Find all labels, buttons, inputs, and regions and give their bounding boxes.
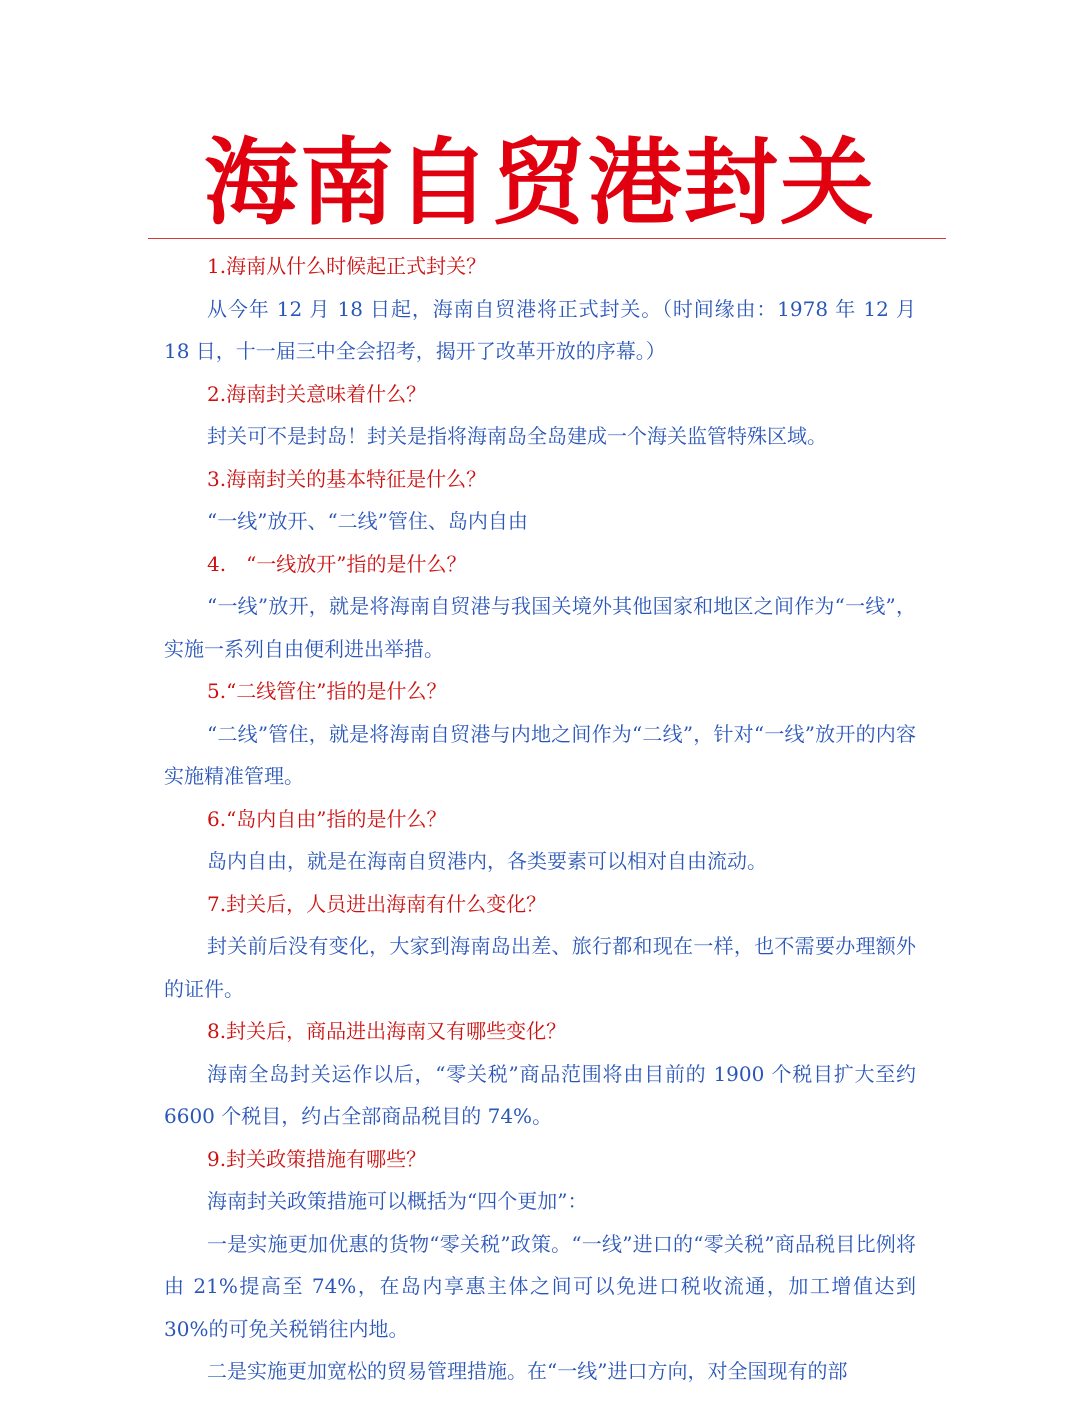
question-1: 1.海南从什么时候起正式封关？ [207,254,487,278]
qa-section-7 [164,883,916,1011]
qa-content [164,245,916,1393]
answer-4: “一线”放开，就是将海南自贸港与我国关境外其他国家和地区之间作为“一线”，实施一系列自由便利进出举措。 [164,594,916,661]
qa-section-6 [164,798,916,883]
answer-9-point-2: 二是实施更加宽松的贸易管理措施。在“一线”进口方向，对全国现有的部 [207,1359,848,1383]
qa-section-5 [164,670,916,798]
qa-section-9 [164,1138,916,1393]
title-divider [148,238,946,239]
answer-7: 封关前后没有变化，大家到海南岛出差、旅行都和现在一样，也不需要办理额外的证件。 [164,934,916,1001]
qa-section-2 [164,373,916,458]
answer-1: 从今年 12 月 18 日起，海南自贸港将正式封关。（时间缘由：1978 年 12 月 18 日，十一届三中全会招考，揭开了改革开放的序幕。） [164,296,916,363]
question-3: 3.海南封关的基本特征是什么？ [207,466,487,491]
answer-8: 海南全岛封关运作以后，“零关税”商品范围将由目前的 1900 个税目扩大至约 6600 个税目，约占全部商品税目的 74%。 [164,1061,916,1128]
answer-2: 封关可不是封岛！封关是指将海南岛全岛建成一个海关监管特殊区域。 [207,424,827,448]
answer-6: 岛内自由，就是在海南自贸港内，各类要素可以相对自由流动。 [207,849,767,873]
question-5: 5.“二线管住”指的是什么？ [207,679,447,703]
answer-5: “二线”管住，就是将海南自贸港与内地之间作为“二线”，针对“一线”放开的内容实施精准管理。 [164,721,916,788]
question-2: 2.海南封关意味着什么？ [207,381,427,406]
qa-section-8 [164,1010,916,1138]
question-4: 4. “一线放开”指的是什么？ [207,551,467,576]
answer-9-intro: 海南封关政策措施可以概括为“四个更加”： [207,1189,588,1213]
qa-section-4 [164,543,916,671]
answer-3: “一线”放开、“二线”管住、岛内自由 [207,509,528,533]
qa-section-3 [164,458,916,543]
document-title: 海南自贸港封关 [203,128,876,238]
answer-9-point-1: 一是实施更加优惠的货物“零关税”政策。“一线”进口的“零关税”商品税目比例将由 21%提高至 74%，在岛内享惠主体之间可以免进口税收流通，加工增值达到 30%的可免关税销往内地。 [164,1231,916,1341]
qa-section-1 [164,245,916,373]
question-9: 9.封关政策措施有哪些？ [207,1146,427,1171]
question-6: 6.“岛内自由”指的是什么？ [207,806,447,831]
question-8: 8.封关后，商品进出海南又有哪些变化？ [207,1019,567,1043]
question-7: 7.封关后，人员进出海南有什么变化？ [207,891,547,916]
